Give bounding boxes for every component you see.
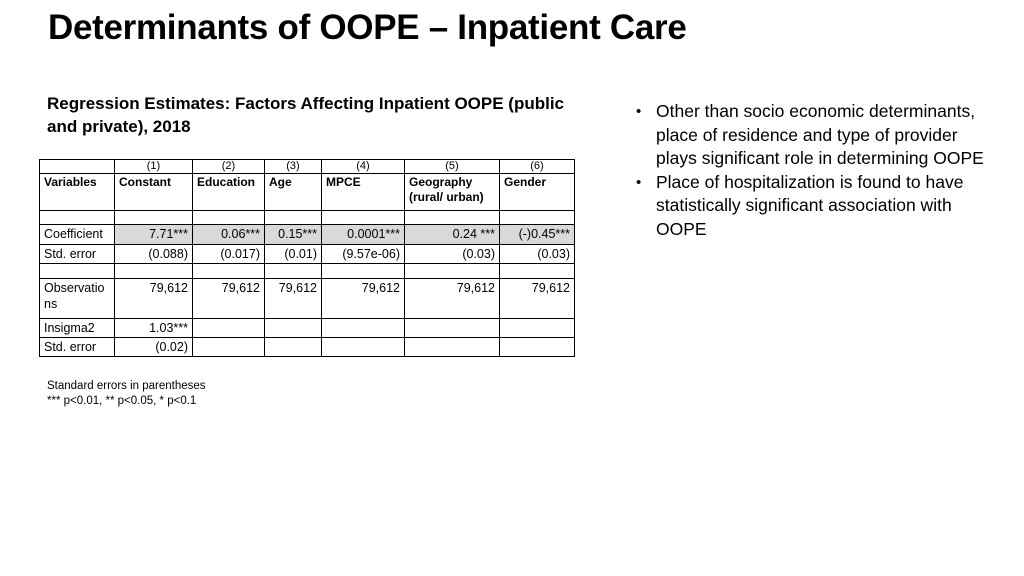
column-number-cell: (4) xyxy=(322,160,405,174)
table-row xyxy=(40,225,575,245)
value-cell xyxy=(500,338,575,357)
table-row xyxy=(40,211,575,225)
table-row xyxy=(40,245,575,264)
regression-table xyxy=(39,159,575,357)
value-cell xyxy=(193,338,265,357)
value-cell: 0.24 *** xyxy=(405,225,500,245)
row-label: Observations xyxy=(40,279,115,319)
table-title-line-1: Regression Estimates: Factors Affecting Inpatient OOPE (public xyxy=(47,94,565,113)
value-cell: (0.01) xyxy=(265,245,322,264)
notes-panel xyxy=(634,100,990,241)
value-cell xyxy=(322,211,405,225)
value-cell xyxy=(193,211,265,225)
header-cell: Age xyxy=(265,174,322,211)
value-cell xyxy=(322,338,405,357)
column-number-cell xyxy=(40,160,115,174)
table-row xyxy=(40,279,575,319)
bullet-text: Place of hospitalization is found to have statistically significant association with OOPE xyxy=(656,171,964,239)
value-cell xyxy=(500,211,575,225)
header-cell: Variables xyxy=(40,174,115,211)
header-cell: Gender xyxy=(500,174,575,211)
header-cell: Constant xyxy=(115,174,193,211)
value-cell xyxy=(405,211,500,225)
value-cell: 79,612 xyxy=(500,279,575,319)
value-cell xyxy=(265,338,322,357)
header-cell: MPCE xyxy=(322,174,405,211)
value-cell xyxy=(500,319,575,338)
header-row xyxy=(40,174,575,211)
value-cell: (0.03) xyxy=(500,245,575,264)
header-cell: Geography (rural/ urban) xyxy=(405,174,500,211)
value-cell xyxy=(193,319,265,338)
footnote-line-2: *** p<0.01, ** p<0.05, * p<0.1 xyxy=(47,395,197,407)
column-number-cell: (1) xyxy=(115,160,193,174)
value-cell xyxy=(405,319,500,338)
column-number-row xyxy=(40,160,575,174)
value-cell: 79,612 xyxy=(322,279,405,319)
value-cell: 79,612 xyxy=(405,279,500,319)
value-cell xyxy=(265,264,322,279)
value-cell xyxy=(405,338,500,357)
row-label: Insigma2 xyxy=(40,319,115,338)
bullet-list xyxy=(634,100,990,241)
value-cell xyxy=(322,319,405,338)
value-cell: 0.06*** xyxy=(193,225,265,245)
value-cell: 7.71*** xyxy=(115,225,193,245)
column-number-cell: (3) xyxy=(265,160,322,174)
value-cell: 79,612 xyxy=(265,279,322,319)
bullet-item xyxy=(634,100,990,171)
value-cell: (0.088) xyxy=(115,245,193,264)
bullet-icon: • xyxy=(636,173,642,191)
header-cell: Education xyxy=(193,174,265,211)
footnote-line-1: Standard errors in parentheses xyxy=(47,380,206,392)
row-label xyxy=(40,264,115,279)
table-title xyxy=(47,92,592,138)
left-panel xyxy=(44,92,592,409)
table-row xyxy=(40,319,575,338)
bullet-icon: • xyxy=(636,103,642,120)
row-label: Std. error xyxy=(40,245,115,264)
table-footnote xyxy=(47,379,592,409)
value-cell: 79,612 xyxy=(115,279,193,319)
value-cell xyxy=(115,211,193,225)
value-cell xyxy=(500,264,575,279)
value-cell: (0.017) xyxy=(193,245,265,264)
bullet-item xyxy=(634,171,990,242)
value-cell: (0.03) xyxy=(405,245,500,264)
value-cell xyxy=(405,264,500,279)
row-label: Std. error xyxy=(40,338,115,357)
column-number-cell: (6) xyxy=(500,160,575,174)
value-cell: 1.03*** xyxy=(115,319,193,338)
row-label: Coefficient xyxy=(40,225,115,245)
value-cell xyxy=(322,264,405,279)
value-cell: (0.02) xyxy=(115,338,193,357)
value-cell xyxy=(193,264,265,279)
value-cell: (9.57e-06) xyxy=(322,245,405,264)
row-label xyxy=(40,211,115,225)
value-cell: 79,612 xyxy=(193,279,265,319)
value-cell: 0.0001*** xyxy=(322,225,405,245)
value-cell: (-)0.45*** xyxy=(500,225,575,245)
slide-title: Determinants of OOPE – Inpatient Care xyxy=(48,8,687,47)
table-row xyxy=(40,338,575,357)
bullet-text: Other than socio economic determinants, place of residence and type of provider plays significant role in determining OOPE xyxy=(656,101,984,168)
table-title-line-2: and private), 2018 xyxy=(47,117,191,136)
value-cell xyxy=(265,211,322,225)
column-number-cell: (5) xyxy=(405,160,500,174)
table-row xyxy=(40,264,575,279)
value-cell xyxy=(115,264,193,279)
value-cell xyxy=(265,319,322,338)
column-number-cell: (2) xyxy=(193,160,265,174)
value-cell: 0.15*** xyxy=(265,225,322,245)
